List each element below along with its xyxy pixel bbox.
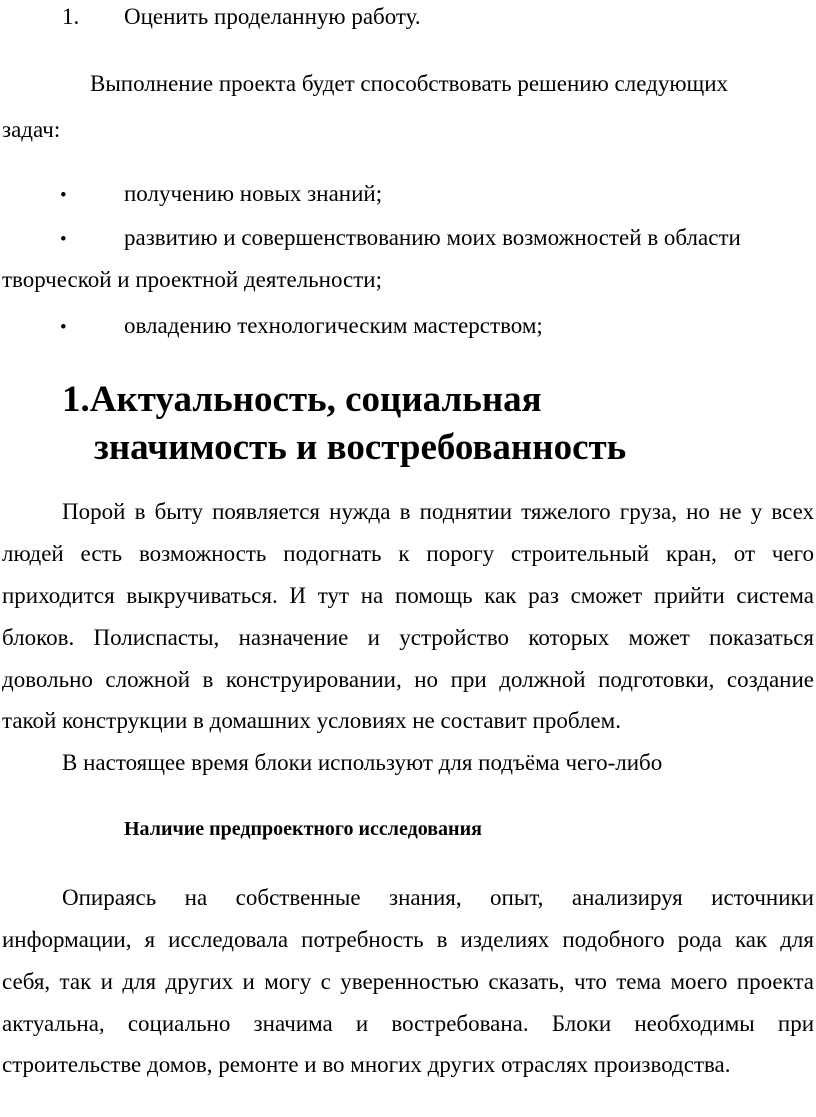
paragraph-line: приходится выкручиваться. И тут на помощь как раз сможет прийти система [2, 583, 814, 608]
paragraph-line: такой конструкции в домашних условиях не составит проблем. [2, 708, 621, 733]
list-item: овладению технологическим мастерством; [124, 313, 543, 338]
paragraph-line: людей есть возможность подогнать к порогу строительный кран, от чего [2, 541, 814, 566]
step-number: 1. [62, 4, 80, 29]
bullet-dot-icon: • [60, 317, 67, 338]
paragraph-line: актуальна, социально значима и востребована. Блоки необходимы при [2, 1011, 814, 1036]
paragraph-line: довольно сложной в конструировании, но при должной подготовки, создание [2, 667, 814, 692]
paragraph-line: Порой в быту появляется нужда в поднятии тяжелого груза, но не у всех [62, 499, 814, 524]
paragraph-line: себя, так и для других и могу с уверенностью сказать, что тема моего проекта [2, 969, 814, 994]
paragraph-line: информации, я исследовала потребность в изделиях подобного рода как для [2, 927, 814, 952]
list-item: развитию и совершенствованию моих возможностей в области [124, 225, 741, 250]
bullet-dot-icon: • [60, 185, 67, 206]
intro-line: задач: [2, 117, 61, 142]
paragraph-line: строительстве домов, ремонте и во многих других отраслях производства. [2, 1052, 731, 1077]
paragraph-line: блоков. Полиспасты, назначение и устройство которых может показаться [2, 625, 814, 650]
list-item: получению новых знаний; [124, 181, 383, 206]
heading-line: значимость и востребованность [94, 427, 627, 468]
intro-line: Выполнение проекта будет способствовать решению следующих [90, 71, 729, 96]
paragraph-line: Опираясь на собственные знания, опыт, анализируя источники [62, 885, 814, 910]
heading-line: 1.Актуальность, социальная [62, 379, 542, 420]
subheading: Наличие предпроектного исследования [124, 818, 482, 840]
paragraph-2: В настоящее время блоки используют для подъёма чего-либо [62, 750, 663, 775]
list-item-continuation: творческой и проектной деятельности; [2, 267, 383, 292]
step-text: Оценить проделанную работу. [124, 4, 421, 29]
bullet-dot-icon: • [60, 229, 67, 250]
